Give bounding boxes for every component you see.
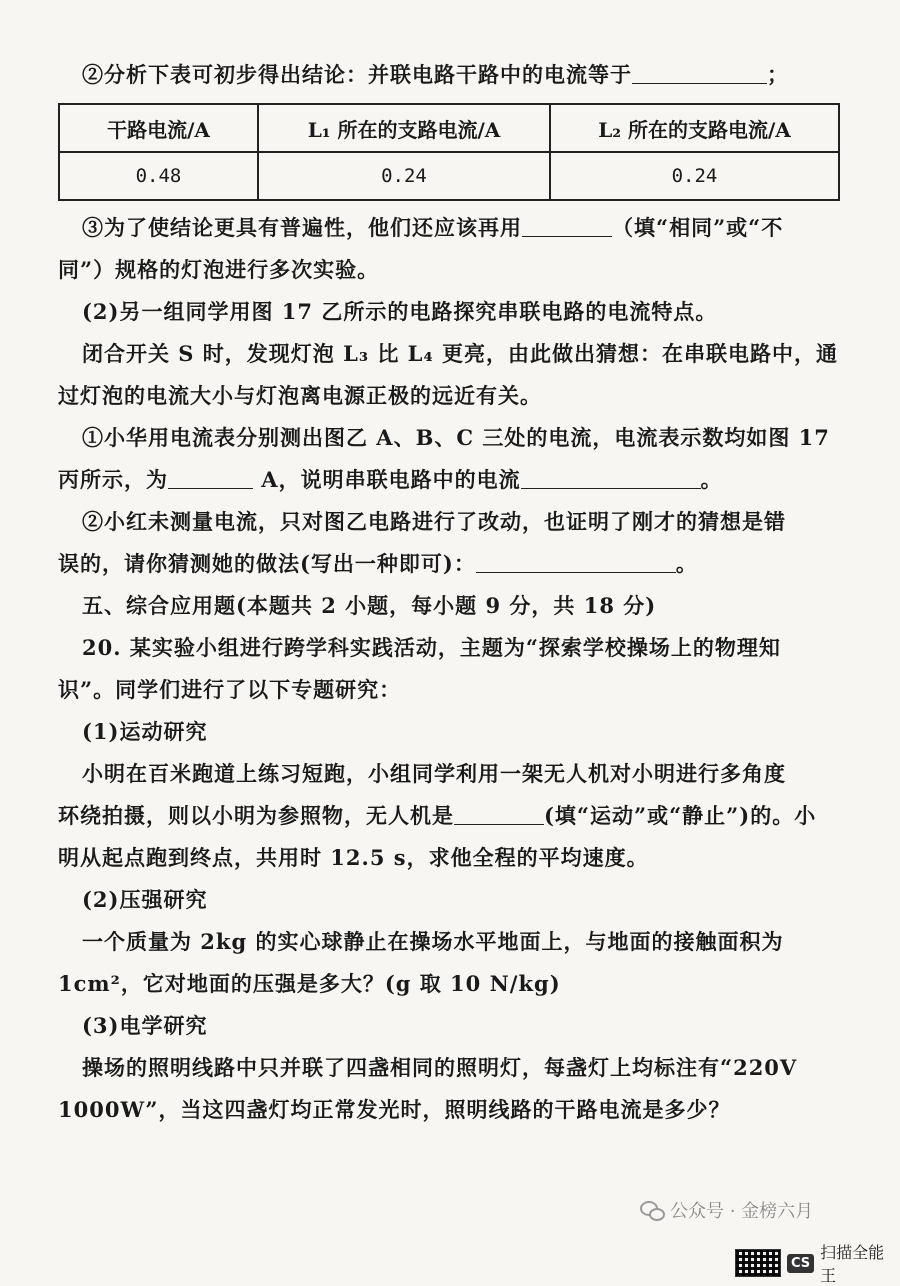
sub2-line-1: 一个质量为 2kg 的实心球静止在操场水平地面上，与地面的接触面积为: [82, 929, 784, 954]
answer-blank-6[interactable]: [454, 802, 544, 825]
sub1-line-3: 明从起点跑到终点，共用时 12.5 s，求他全程的平均速度。: [58, 845, 649, 870]
part2-line-3: 过灯泡的电流大小与灯泡离电源正极的远近有关。: [58, 383, 542, 408]
part2-line-1: (2)另一组同学用图 17 乙所示的电路探究串联电路的电流特点。: [82, 299, 718, 324]
wechat-watermark: [640, 1197, 813, 1223]
scanner-name: 扫描全能王: [820, 1243, 885, 1285]
answer-blank-2[interactable]: [522, 214, 612, 237]
sub1-text-a: 环绕拍摄，则以小明为参照物，无人机是: [58, 803, 454, 828]
sub2-title: (2)压强研究: [82, 887, 208, 912]
current-table: [58, 103, 840, 201]
sub1-line-1: 小明在百米跑道上练习短跑，小组同学利用一架无人机对小明进行多角度: [82, 761, 786, 786]
answer-blank-1[interactable]: [632, 61, 767, 84]
table-cell: 0.24: [550, 152, 839, 200]
q20-line-1: 20. 某实验小组进行跨学科实践活动，主题为“探索学校操场上的物理知: [82, 635, 781, 660]
table-header-cell: L₁ 所在的支路电流/A: [258, 104, 550, 152]
part2-q1-line-1: ①小华用电流表分别测出图乙 A、B、C 三处的电流，电流表示数均如图 17: [82, 425, 830, 450]
answer-blank-4[interactable]: [521, 466, 701, 489]
part2-q2-line-1: ②小红未测量电流，只对图乙电路进行了改动，也证明了刚才的猜想是错: [82, 509, 786, 534]
q2-conclusion-text: ②分析下表可初步得出结论：并联电路干路中的电流等于: [82, 62, 632, 87]
table-header-row: [59, 104, 839, 152]
q3-text-b: （填“相同”或“不: [612, 215, 784, 240]
section-5-title: 五、综合应用题(本题共 2 小题，每小题 9 分，共 18 分): [82, 593, 657, 618]
sub3-title: (3)电学研究: [82, 1013, 208, 1038]
q2-end-mark: 。: [675, 551, 698, 576]
q3-line-1: [82, 213, 860, 243]
q20-line-2: 识”。同学们进行了以下专题研究：: [58, 677, 402, 702]
q2-end: ；: [767, 62, 789, 87]
sub3-line-1: 操场的照明线路中只并联了四盏相同的照明灯，每盏灯上均标注有“220V: [82, 1055, 798, 1080]
part2-line-2: 闭合开关 S 时，发现灯泡 L₃ 比 L₄ 更亮，由此做出猜想：在串联电路中，通: [82, 341, 838, 366]
cs-logo-icon: CS: [787, 1254, 814, 1273]
sub1-title: (1)运动研究: [82, 719, 208, 744]
table-row: [59, 152, 839, 200]
q1-end: 。: [700, 467, 723, 492]
sub1-text-b: (填“运动”或“静止”)的。小: [544, 803, 817, 828]
sub1-line-2: [58, 801, 860, 831]
part2-q1-line-2: [58, 465, 860, 495]
sub2-line-2: 1cm²，它对地面的压强是多大？(g 取 10 N/kg): [58, 971, 561, 996]
watermark-text: 公众号 · 金榜六月: [670, 1201, 814, 1222]
table-header-cell: L₂ 所在的支路电流/A: [550, 104, 839, 152]
scanner-badge: [735, 1240, 900, 1286]
q1-text-b: A，说明串联电路中的电流: [253, 467, 521, 492]
wechat-icon: [640, 1200, 664, 1220]
answer-blank-5[interactable]: [476, 550, 676, 573]
table-cell: 0.48: [59, 152, 258, 200]
sub3-line-2: 1000W”，当这四盏灯均正常发光时，照明线路的干路电流是多少？: [58, 1097, 731, 1122]
part2-q2-line-2: [58, 549, 860, 579]
q2-conclusion-line: [82, 60, 860, 90]
table-cell: 0.24: [258, 152, 550, 200]
q3-line-2: 同”）规格的灯泡进行多次实验。: [58, 257, 380, 282]
q3-text-a: ③为了使结论更具有普遍性，他们还应该再用: [82, 215, 522, 240]
answer-blank-3[interactable]: [168, 466, 253, 489]
table-header-cell: 干路电流/A: [59, 104, 258, 152]
q2-text: 误的，请你猜测她的做法(写出一种即可)：: [58, 551, 476, 576]
q1-text-a: 丙所示，为: [58, 467, 168, 492]
